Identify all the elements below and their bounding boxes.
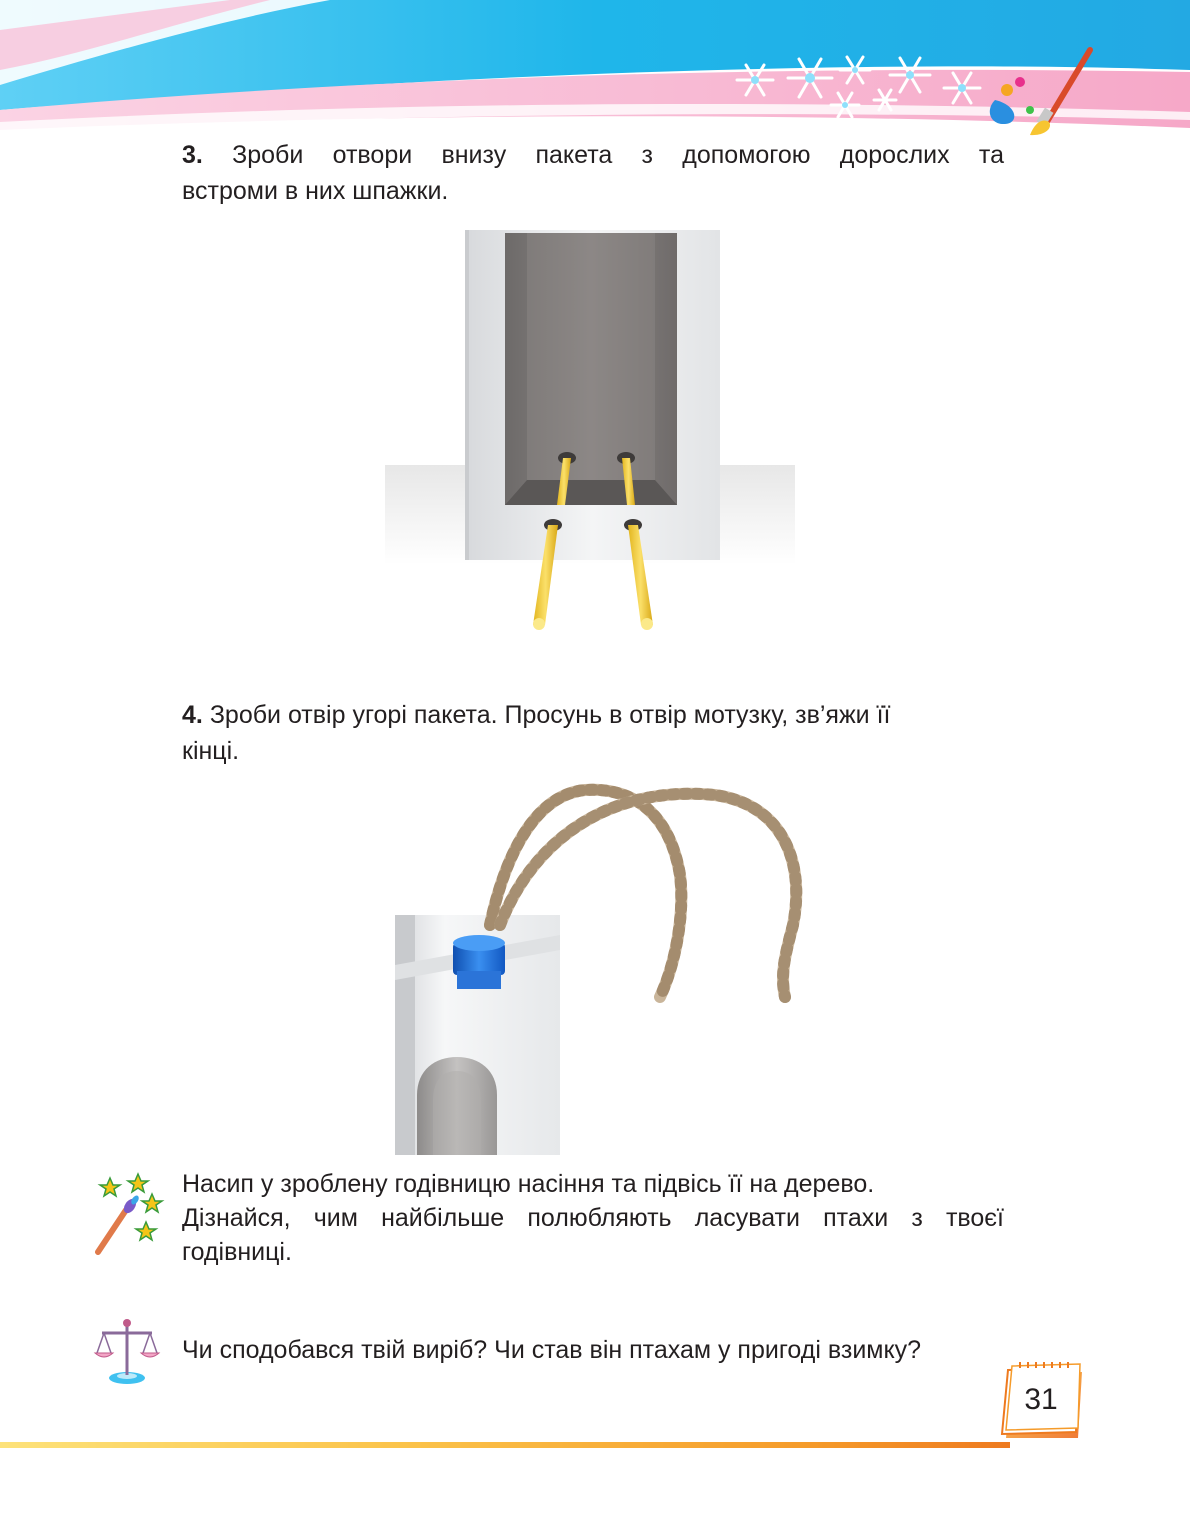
step-3-line-2: встроми в них шпажки. <box>182 177 449 205</box>
step-4-number: 4. <box>182 701 203 729</box>
feeder-task <box>182 1167 1004 1269</box>
step-4-line-2: кінці. <box>182 737 240 765</box>
page-number: 31 <box>1024 1383 1058 1416</box>
reflection-task-text: Чи сподобався твій виріб? Чи став він птахам у пригоді взимку? <box>182 1336 922 1364</box>
step-3-text <box>182 137 1004 209</box>
snowflake-icon <box>730 50 990 130</box>
feeder-task-line-3: годівниці. <box>182 1238 292 1266</box>
step-4-line-1 <box>182 697 1004 733</box>
step-3-number: 3. <box>182 141 203 169</box>
step-4-line-1-text: Зроби отвір угорі пакета. Просунь в отвір мотузку, зв’яжи її <box>209 701 891 729</box>
footer-rule <box>0 1442 1010 1448</box>
paintbrush-icon <box>975 40 1095 140</box>
step-4-text <box>182 697 1004 769</box>
feeder-task-line-1: Насип у зроблену годівницю насіння та підвісь її на дерево. <box>182 1170 875 1198</box>
magic-wand-icon <box>90 1170 170 1255</box>
reflection-task <box>182 1333 1004 1367</box>
scales-icon <box>92 1315 162 1390</box>
step-3-line-1-text: Зроби отвори внизу пакета з допомогою дорослих та <box>232 141 1004 169</box>
feeder-task-line-2: Дізнайся, чим найбільше полюбляють ласувати птахи з твоєї <box>182 1204 1004 1232</box>
step-3-line-1 <box>182 137 1004 173</box>
carton-skewers-illustration <box>385 225 795 640</box>
carton-rope-illustration <box>385 775 815 1155</box>
